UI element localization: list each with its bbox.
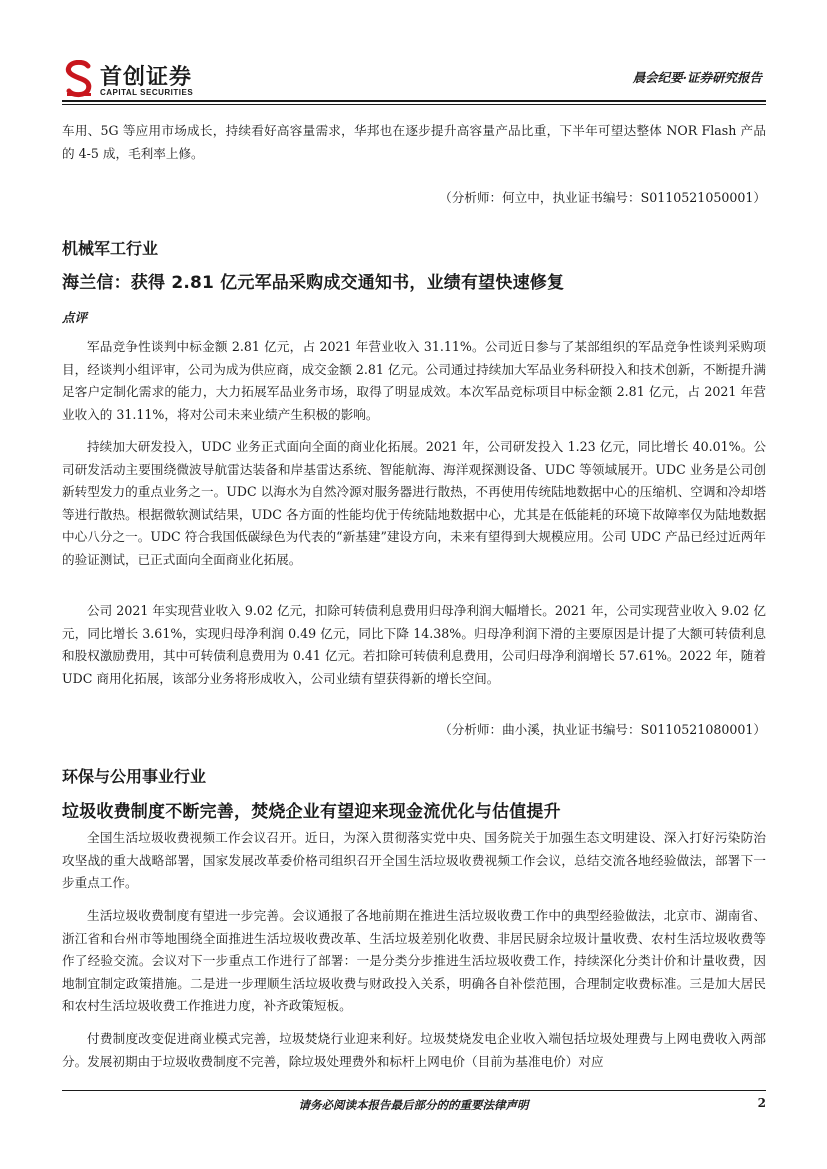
header-divider-thin (62, 104, 766, 105)
page-number: 2 (757, 1096, 766, 1110)
capital-securities-logo-icon (64, 60, 94, 98)
continuation-paragraph: 车用、5G 等应用市场成长，持续看好高容量需求，华邦也在逐步提升高容量产品比重，下半年可望达整体 NOR Flash 产品的 4-5 成，毛利率上修。 (62, 123, 766, 161)
body-paragraph: 付费制度改变促进商业模式完善，垃圾焚烧行业迎来利好。垃圾焚烧发电企业收入端包括垃圾处理费与上网电费收入两部分。发展初期由于垃圾收费制度不完善，除垃圾处理费外和标杆上网电价（目前为基准电价）对应 (62, 1031, 766, 1069)
industry-heading: 机械军工行业 (62, 239, 159, 258)
analyst-credit: （分析师：曲小溪，执业证书编号：S0110521080001） (439, 722, 766, 737)
body-paragraph: 军品竞争性谈判中标金额 2.81 亿元，占 2021 年营业收入 31.11%。公司近日参与了某部组织的军品竞争性谈判采购项目，经谈判小组评审，公司为成为供应商，成交金额 2.81 亿元。公司通过持续加大军品业务科研投入和技术创新，不断提升满足客户定制化需求的能力，大力拓展军品业务市场，取得了明显成效。本次军品竞标项目中标金额 2.81 亿元，占 2021 年营业收入的 31.11%，将对公司未来业绩产生积极的影响。 (62, 339, 766, 422)
industry-heading: 环保与公用事业行业 (62, 767, 207, 786)
body-paragraph: 生活垃圾收费制度有望进一步完善。会议通报了各地前期在推进生活垃圾收费工作中的典型经验做法，北京市、湖南省、浙江省和台州市等地围绕全面推进生活垃圾收费改革、生活垃圾差别化收费、非居民厨余垃圾计量收费、农村生活垃圾收费等作了经验交流。会议对下一步重点工作进行了部署：一是分类分步推进生活垃圾收费工作，持续深化分类计价和计量收费，因地制宜制定政策措施。二是进一步理顺生活垃圾收费与财政投入关系，明确各自补偿范围，合理制定收费标准。三是加大居民和农村生活垃圾收费工作推进力度，补齐政策短板。 (62, 908, 766, 1013)
body-paragraph: 公司 2021 年实现营业收入 9.02 亿元，扣除可转债利息费用归母净利润大幅增长。2021 年，公司实现营业收入 9.02 亿元，同比增长 3.61%，实现归母净利润 0.49 亿元，同比下降 14.38%。归母净利润下滑的主要原因是计提了大额可转债利息和股权激励费用，其中可转债利息费用为 0.41 亿元。若扣除可转债利息费用，公司归母净利润增长 57.61%。2022 年，随着 UDC 商用化拓展，该部分业务将形成收入，公司业绩有望获得新的增长空间。 (62, 603, 766, 686)
article-headline: 海兰信：获得 2.81 亿元军品采购成交通知书，业绩有望快速修复 (62, 273, 565, 293)
body-paragraph: 全国生活垃圾收费视频工作会议召开。近日，为深入贯彻落实党中央、国务院关于加强生态文明建设、深入打好污染防治攻坚战的重大战略部署，国家发展改革委价格司组织召开全国生活垃圾收费视频工作会议，总结交流各地经验做法，部署下一步重点工作。 (62, 830, 766, 890)
analyst-credit: （分析师：何立中，执业证书编号：S0110521050001） (439, 190, 766, 205)
page-header (62, 56, 766, 110)
logo-chinese-name: 首创证券 (100, 65, 193, 90)
header-divider (62, 100, 766, 102)
logo-english-name: CAPITAL SECURITIES (100, 88, 194, 97)
footer-divider (62, 1090, 766, 1091)
legal-disclaimer: 请务必阅读本报告最后部分的的重要法律声明 (298, 1098, 529, 1112)
comment-label: 点评 (62, 310, 88, 325)
body-paragraph: 持续加大研发投入，UDC 业务正式面向全面的商业化拓展。2021 年，公司研发投入 1.23 亿元，同比增长 40.01%。公司研发活动主要围绕微波导航雷达装备和岸基雷达系统、智能航海、海洋观探测设备、UDC 等领域展开。UDC 业务是公司创新转型发力的重点业务之一。UDC 以海水为自然冷源对服务器进行散热，不再使用传统陆地数据中心的压缩机、空调和冷却塔等进行散热。根据微软测试结果，UDC 各方面的性能均优于传统陆地数据中心，尤其是在低能耗的环境下故障率仅为陆地数据中心八分之一。UDC 符合我国低碳绿色为代表的“新基建”建设方向，未来有望得到大规模应用。公司 UDC 产品已经过近两年的验证测试，已正式面向全面商业化拓展。 (62, 439, 766, 567)
report-type-label: 晨会纪要·证券研究报告 (632, 70, 762, 85)
company-logo (62, 56, 262, 104)
article-headline: 垃圾收费制度不断完善，焚烧企业有望迎来现金流优化与估值提升 (62, 802, 561, 822)
